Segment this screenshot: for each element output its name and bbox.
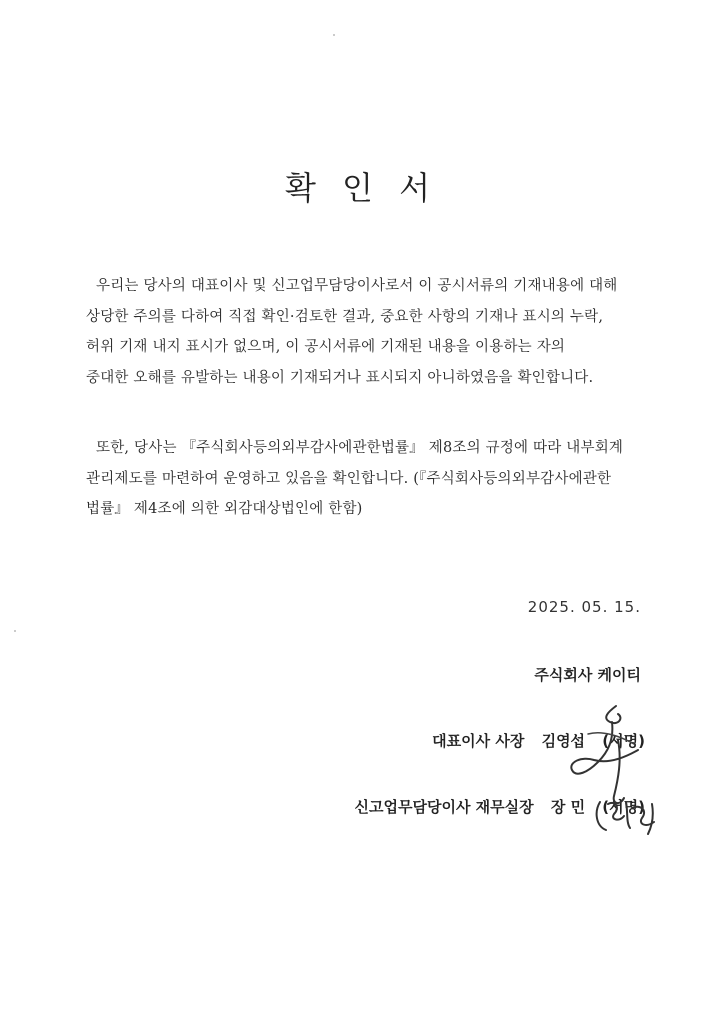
scan-speck (333, 34, 335, 36)
paragraph-line: 중대한 오해를 유발하는 내용이 기재되거나 표시되지 아니하였음을 확인합니다. (86, 369, 594, 386)
paragraph-line: 관리제도를 마련하여 운영하고 있음을 확인합니다. (『주식회사등의외부감사에관한 (86, 470, 612, 487)
paragraph-line: 법률』 제4조에 의한 외감대상법인에 한함) (86, 501, 363, 517)
paragraph-line: 우리는 당사의 대표이사 및 신고업무담당이사로서 이 공시서류의 기재내용에 대해 (96, 278, 618, 294)
ceo-handwritten-signature (568, 700, 648, 810)
signatory-role: 대표이사 사장 (432, 732, 525, 750)
signatory-name: 김영섭 (541, 732, 586, 750)
ceo-signature-row (432, 730, 645, 751)
sign-label: (서명) (602, 732, 645, 750)
scan-speck (14, 630, 16, 632)
company-name: 주식회사 케이티 (534, 666, 641, 684)
sign-label: (서명) (602, 798, 645, 816)
signatory-role: 신고업무담당이사 재무실장 (354, 798, 534, 816)
confirmation-paragraph (86, 271, 661, 393)
paragraph-line: 또한, 당사는 『주식회사등의외부감사에관한법률』 제8조의 규정에 따라 내부회계 (96, 440, 624, 456)
paragraph-line: 상당한 주의를 다하여 직접 확인·검토한 결과, 중요한 사항의 기재나 표시의 누락, (86, 308, 604, 325)
document-date: 2025. 05. 15. (527, 598, 641, 616)
cfo-signature-row (355, 796, 645, 817)
paragraph-line: 허위 기재 내지 표시가 없으며, 이 공시서류에 기재된 내용을 이용하는 자의 (86, 339, 566, 355)
document-title: 확 인 서 (284, 169, 439, 207)
internal-control-paragraph (86, 433, 661, 525)
signatory-name: 장 민 (550, 798, 586, 816)
